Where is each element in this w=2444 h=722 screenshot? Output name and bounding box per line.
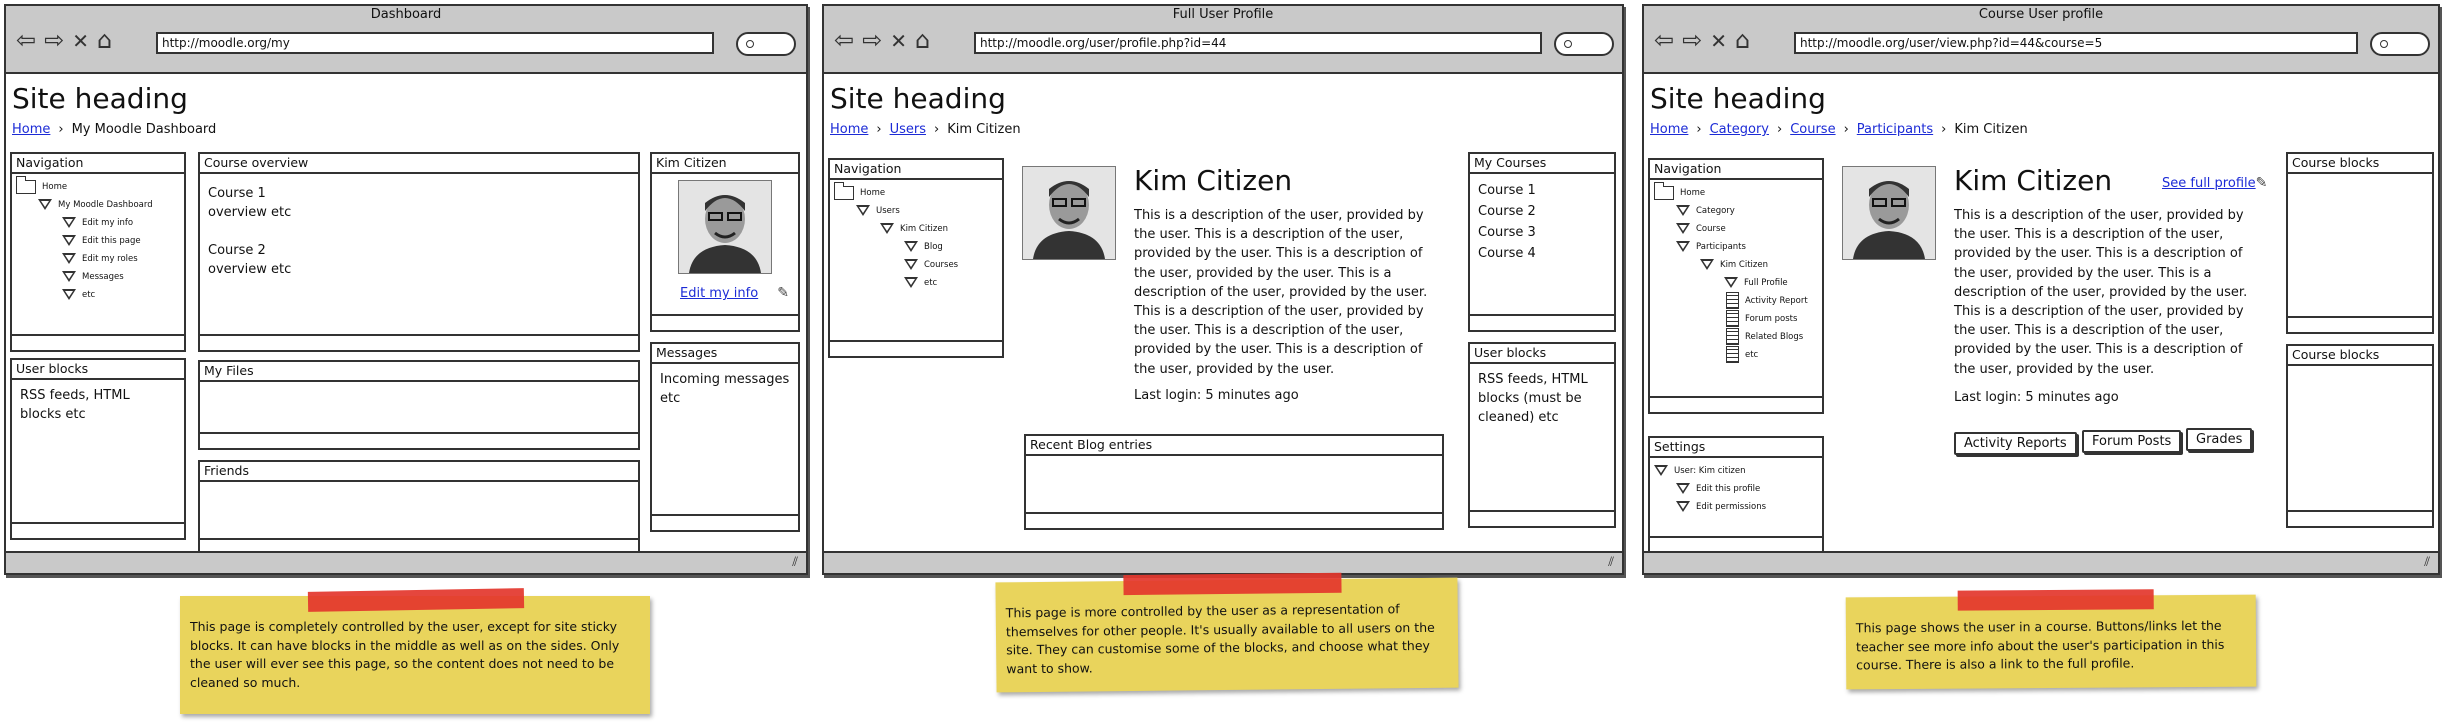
browser-titlebar	[6, 6, 806, 74]
breadcrumb	[1650, 122, 2028, 137]
close-icon[interactable]: ✕	[890, 29, 915, 53]
triangle-icon	[1654, 465, 1668, 476]
nav-item-messages[interactable]: Messages	[12, 268, 184, 286]
document-icon	[1726, 328, 1739, 345]
site-heading: Site heading	[1650, 82, 1826, 115]
resize-grip-icon[interactable]: ⫽	[1608, 555, 1614, 570]
browser-window-dashboard	[4, 4, 808, 575]
block-content: Incoming messages etc	[660, 372, 790, 406]
block-title: Recent Blog entries	[1026, 436, 1442, 456]
block-title: Messages	[652, 344, 798, 364]
site-heading: Site heading	[12, 82, 188, 115]
last-login: Last login: 5 minutes ago	[1134, 388, 1299, 403]
arrow-right-icon[interactable]: ⇨	[862, 26, 891, 54]
block-title: Navigation	[12, 154, 184, 174]
url-bar[interactable]: http://moodle.org/user/profile.php?id=44	[974, 32, 1542, 54]
profile-description: This is a description of the user, provided by the user. This is a description of the user, provided by the user. This is a description of the user, provided by the user. This is a description of the user, provided by the user. This is a description of the user, provided by the user. This is a description of the user, provided by the user. This is a description of the user, provided by the user.	[1954, 208, 2248, 377]
edit-my-info-link[interactable]: Edit my info	[680, 286, 759, 301]
navigation-tree	[1650, 180, 1822, 364]
breadcrumb-separator: ›	[1696, 122, 1702, 137]
nav-item-activity-report[interactable]: Activity Report	[1650, 292, 1822, 310]
breadcrumb-separator: ›	[876, 122, 882, 137]
breadcrumb-home[interactable]: Home	[12, 122, 51, 137]
friends-block	[198, 460, 640, 556]
triangle-icon	[62, 271, 76, 282]
folder-icon	[1654, 186, 1674, 200]
block-footer	[200, 432, 638, 448]
block-footer	[1470, 510, 1614, 526]
triangle-icon	[62, 289, 76, 300]
block-footer	[1026, 512, 1442, 528]
nav-item-etc[interactable]: etc	[1650, 346, 1822, 364]
resize-grip-icon[interactable]: ⫽	[792, 555, 798, 570]
my-courses-block	[1468, 152, 1616, 332]
triangle-icon	[38, 199, 52, 210]
browser-nav-buttons	[16, 26, 120, 54]
status-bar	[6, 551, 806, 573]
block-title: Navigation	[830, 160, 1002, 180]
block-title: My Courses	[1470, 154, 1614, 174]
navigation-tree	[830, 180, 1002, 292]
course-item[interactable]: Course 1	[1478, 183, 1536, 198]
triangle-icon	[1676, 483, 1690, 494]
nav-item-kim-citizen[interactable]: Kim Citizen	[830, 220, 1002, 238]
block-title: User blocks	[1470, 344, 1614, 364]
triangle-icon	[1676, 205, 1690, 216]
block-footer	[2288, 316, 2432, 332]
activity-reports-button[interactable]: Activity Reports	[1954, 432, 2077, 455]
course-blocks-top	[2286, 152, 2434, 334]
tape	[308, 588, 524, 612]
nav-item-forum-posts[interactable]: Forum posts	[1650, 310, 1822, 328]
nav-item-etc[interactable]: etc	[830, 274, 1002, 292]
close-icon[interactable]: ✕	[72, 29, 97, 53]
home-icon[interactable]: ⌂	[96, 26, 121, 54]
nav-item-home[interactable]: Home	[1650, 184, 1822, 202]
block-footer	[200, 334, 638, 350]
breadcrumb-separator: ›	[1941, 122, 1947, 137]
home-icon[interactable]: ⌂	[914, 26, 939, 54]
user-card-block	[650, 152, 800, 332]
document-icon	[1726, 346, 1739, 363]
nav-item-participants[interactable]: Participants	[1650, 238, 1822, 256]
search-field[interactable]	[736, 32, 796, 56]
document-icon	[1726, 292, 1739, 309]
breadcrumb-users[interactable]: Users	[889, 122, 926, 137]
window-title: Course User profile	[1978, 7, 2104, 22]
resize-grip-icon[interactable]: ⫽	[2424, 555, 2430, 570]
block-title: Settings	[1650, 438, 1822, 458]
see-full-profile-link[interactable]: See full profile	[2162, 176, 2256, 191]
profile-name: Kim Citizen	[1954, 164, 2113, 197]
close-icon[interactable]: ✕	[1710, 29, 1735, 53]
avatar	[1022, 166, 1116, 260]
my-files-block	[198, 360, 640, 450]
messages-block	[650, 342, 800, 532]
arrow-left-icon[interactable]: ⇦	[1654, 26, 1683, 54]
block-title: My Files	[200, 362, 638, 382]
block-footer	[2288, 510, 2432, 526]
forum-posts-button[interactable]: Forum Posts	[2082, 430, 2181, 453]
nav-item-home[interactable]: Home	[12, 178, 184, 196]
sticky-note-course-profile	[1846, 595, 2257, 690]
avatar-image	[679, 181, 771, 273]
course-item[interactable]: Course 1 overview etc	[208, 186, 292, 220]
block-title: Course overview	[200, 154, 638, 174]
triangle-icon	[62, 217, 76, 228]
breadcrumb-separator: ›	[58, 122, 64, 137]
url-bar[interactable]: http://moodle.org/my	[156, 32, 714, 54]
course-list	[1470, 174, 1614, 270]
browser-nav-buttons	[1654, 26, 1758, 54]
note-text: This page is completely controlled by the user, except for site sticky blocks. It can have blocks in the middle as well as on the sides. Only the user will ever see this page, so the content does not need to be cleaned so much.	[190, 619, 620, 690]
breadcrumb	[830, 122, 1021, 137]
breadcrumb-separator: ›	[1843, 122, 1849, 137]
folder-icon	[16, 180, 36, 194]
browser-nav-buttons	[834, 26, 938, 54]
user-blocks	[1468, 342, 1616, 528]
arrow-right-icon[interactable]: ⇨	[44, 26, 73, 54]
nav-item-kim-citizen[interactable]: Kim Citizen	[1650, 256, 1822, 274]
nav-item-related-blogs[interactable]: Related Blogs	[1650, 328, 1822, 346]
settings-item-edit-profile[interactable]: Edit this profile	[1650, 480, 1822, 498]
settings-item-user[interactable]: User: Kim citizen	[1650, 462, 1822, 480]
triangle-icon	[856, 205, 870, 216]
status-bar	[824, 551, 1622, 573]
block-title: User blocks	[12, 360, 184, 380]
settings-tree	[1650, 458, 1822, 516]
block-content: RSS feeds, HTML blocks etc	[20, 388, 130, 422]
avatar	[678, 180, 772, 274]
course-item[interactable]: Course 2	[1478, 204, 1536, 219]
nav-item-edit-my-info[interactable]: Edit my info	[12, 214, 184, 232]
breadcrumb-current: Kim Citizen	[1954, 122, 2028, 137]
window-title: Dashboard	[370, 7, 442, 22]
recent-blog-block	[1024, 434, 1444, 530]
triangle-icon	[62, 253, 76, 264]
profile-description: This is a description of the user, provided by the user. This is a description of the user, provided by the user. This is a description of the user, provided by the user. This is a description of the user, provided by the user. This is a description of the user, provided by the user. This is a description of the user, provided by the user. This is a description of the user, provided by the user.	[1134, 208, 1428, 377]
breadcrumb-separator: ›	[1776, 122, 1783, 137]
home-icon[interactable]: ⌂	[1734, 26, 1759, 54]
block-footer	[652, 514, 798, 530]
breadcrumb-separator: ›	[934, 122, 940, 137]
course-list	[200, 174, 638, 285]
breadcrumb-participants[interactable]: Participants	[1856, 122, 1934, 137]
course-overview-block	[198, 152, 640, 352]
breadcrumb-current: Kim Citizen	[947, 122, 1021, 137]
breadcrumb-category[interactable]: Category	[1709, 122, 1769, 137]
block-footer	[12, 522, 184, 538]
navigation-block	[1648, 158, 1824, 414]
window-title: Full User Profile	[1172, 7, 1274, 22]
navigation-block	[828, 158, 1004, 358]
arrow-left-icon[interactable]: ⇦	[834, 26, 863, 54]
nav-item-etc[interactable]: etc	[12, 286, 184, 304]
triangle-icon	[1724, 277, 1738, 288]
nav-item-dashboard[interactable]: My Moodle Dashboard	[12, 196, 184, 214]
triangle-icon	[904, 241, 918, 252]
settings-item-edit-permissions[interactable]: Edit permissions	[1650, 498, 1822, 516]
browser-titlebar	[824, 6, 1622, 74]
sticky-note-dashboard	[180, 596, 650, 714]
block-content: RSS feeds, HTML blocks (must be cleaned) etc	[1478, 372, 1588, 425]
breadcrumb-course[interactable]: Course	[1790, 122, 1836, 137]
nav-item-full-profile[interactable]: Full Profile	[1650, 274, 1822, 292]
settings-block	[1648, 436, 1824, 554]
pencil-icon[interactable]: ✎	[2255, 175, 2268, 191]
block-title: Navigation	[1650, 160, 1822, 180]
triangle-icon	[1676, 223, 1690, 234]
grades-button[interactable]: Grades	[2186, 428, 2252, 451]
note-text: This page is more controlled by the user as a representation of themselves for other people. It's usually available to all users on the site. They can customise some of the blocks, and choose what they want to show.	[1005, 601, 1435, 676]
site-heading: Site heading	[830, 82, 1006, 115]
url-bar[interactable]: http://moodle.org/user/view.php?id=44&course=5	[1794, 32, 2358, 54]
arrow-left-icon[interactable]: ⇦	[16, 26, 45, 54]
avatar-image	[1843, 167, 1935, 259]
tape	[1123, 573, 1341, 595]
avatar	[1842, 166, 1936, 260]
search-field[interactable]	[1554, 32, 1614, 56]
avatar-image	[1023, 167, 1115, 259]
triangle-icon	[62, 235, 76, 246]
triangle-icon	[1676, 501, 1690, 512]
nav-item-category[interactable]: Category	[1650, 202, 1822, 220]
sticky-note-full-profile	[995, 578, 1458, 693]
search-icon	[2380, 40, 2388, 48]
nav-item-courses[interactable]: Courses	[830, 256, 1002, 274]
folder-icon	[834, 186, 854, 200]
browser-titlebar	[1644, 6, 2438, 74]
course-blocks-bottom	[2286, 344, 2434, 528]
nav-item-course[interactable]: Course	[1650, 220, 1822, 238]
nav-item-home[interactable]: Home	[830, 184, 1002, 202]
breadcrumb	[12, 122, 216, 137]
nav-item-edit-my-roles[interactable]: Edit my roles	[12, 250, 184, 268]
course-item[interactable]: Course 2 overview etc	[208, 243, 292, 277]
navigation-tree	[12, 174, 184, 304]
pencil-icon[interactable]: ✎	[777, 285, 790, 301]
browser-window-course-profile	[1642, 4, 2440, 575]
last-login: Last login: 5 minutes ago	[1954, 390, 2119, 405]
triangle-icon	[904, 277, 918, 288]
navigation-block	[10, 152, 186, 352]
block-title: Kim Citizen	[652, 154, 798, 174]
block-footer	[1650, 396, 1822, 412]
breadcrumb-current: My Moodle Dashboard	[71, 122, 217, 137]
triangle-icon	[904, 259, 918, 270]
block-footer	[1470, 314, 1614, 330]
nav-item-edit-this-page[interactable]: Edit this page	[12, 232, 184, 250]
tape	[1958, 589, 2154, 610]
block-title: Friends	[200, 462, 638, 482]
block-footer	[1650, 536, 1822, 552]
search-field[interactable]	[2370, 32, 2430, 56]
course-item[interactable]: Course 4	[1478, 246, 1536, 261]
document-icon	[1726, 310, 1739, 327]
breadcrumb-home[interactable]: Home	[1650, 122, 1689, 137]
block-footer	[652, 314, 798, 330]
block-title: Course blocks	[2288, 154, 2432, 174]
nav-item-users[interactable]: Users	[830, 202, 1002, 220]
search-icon	[1564, 40, 1572, 48]
arrow-right-icon[interactable]: ⇨	[1682, 26, 1711, 54]
triangle-icon	[1700, 259, 1714, 270]
course-item[interactable]: Course 3	[1478, 225, 1536, 240]
block-footer	[12, 334, 184, 350]
user-blocks	[10, 358, 186, 540]
block-footer	[830, 340, 1002, 356]
triangle-icon	[880, 223, 894, 234]
browser-window-full-profile	[822, 4, 1624, 575]
status-bar	[1644, 551, 2438, 573]
block-title: Course blocks	[2288, 346, 2432, 366]
search-icon	[746, 40, 754, 48]
breadcrumb-home[interactable]: Home	[830, 122, 869, 137]
profile-name: Kim Citizen	[1134, 164, 1293, 197]
nav-item-blog[interactable]: Blog	[830, 238, 1002, 256]
note-text: This page shows the user in a course. Buttons/links let the teacher see more info about the user's participation in this course. There is also a link to the full profile.	[1855, 617, 2225, 673]
triangle-icon	[1676, 241, 1690, 252]
